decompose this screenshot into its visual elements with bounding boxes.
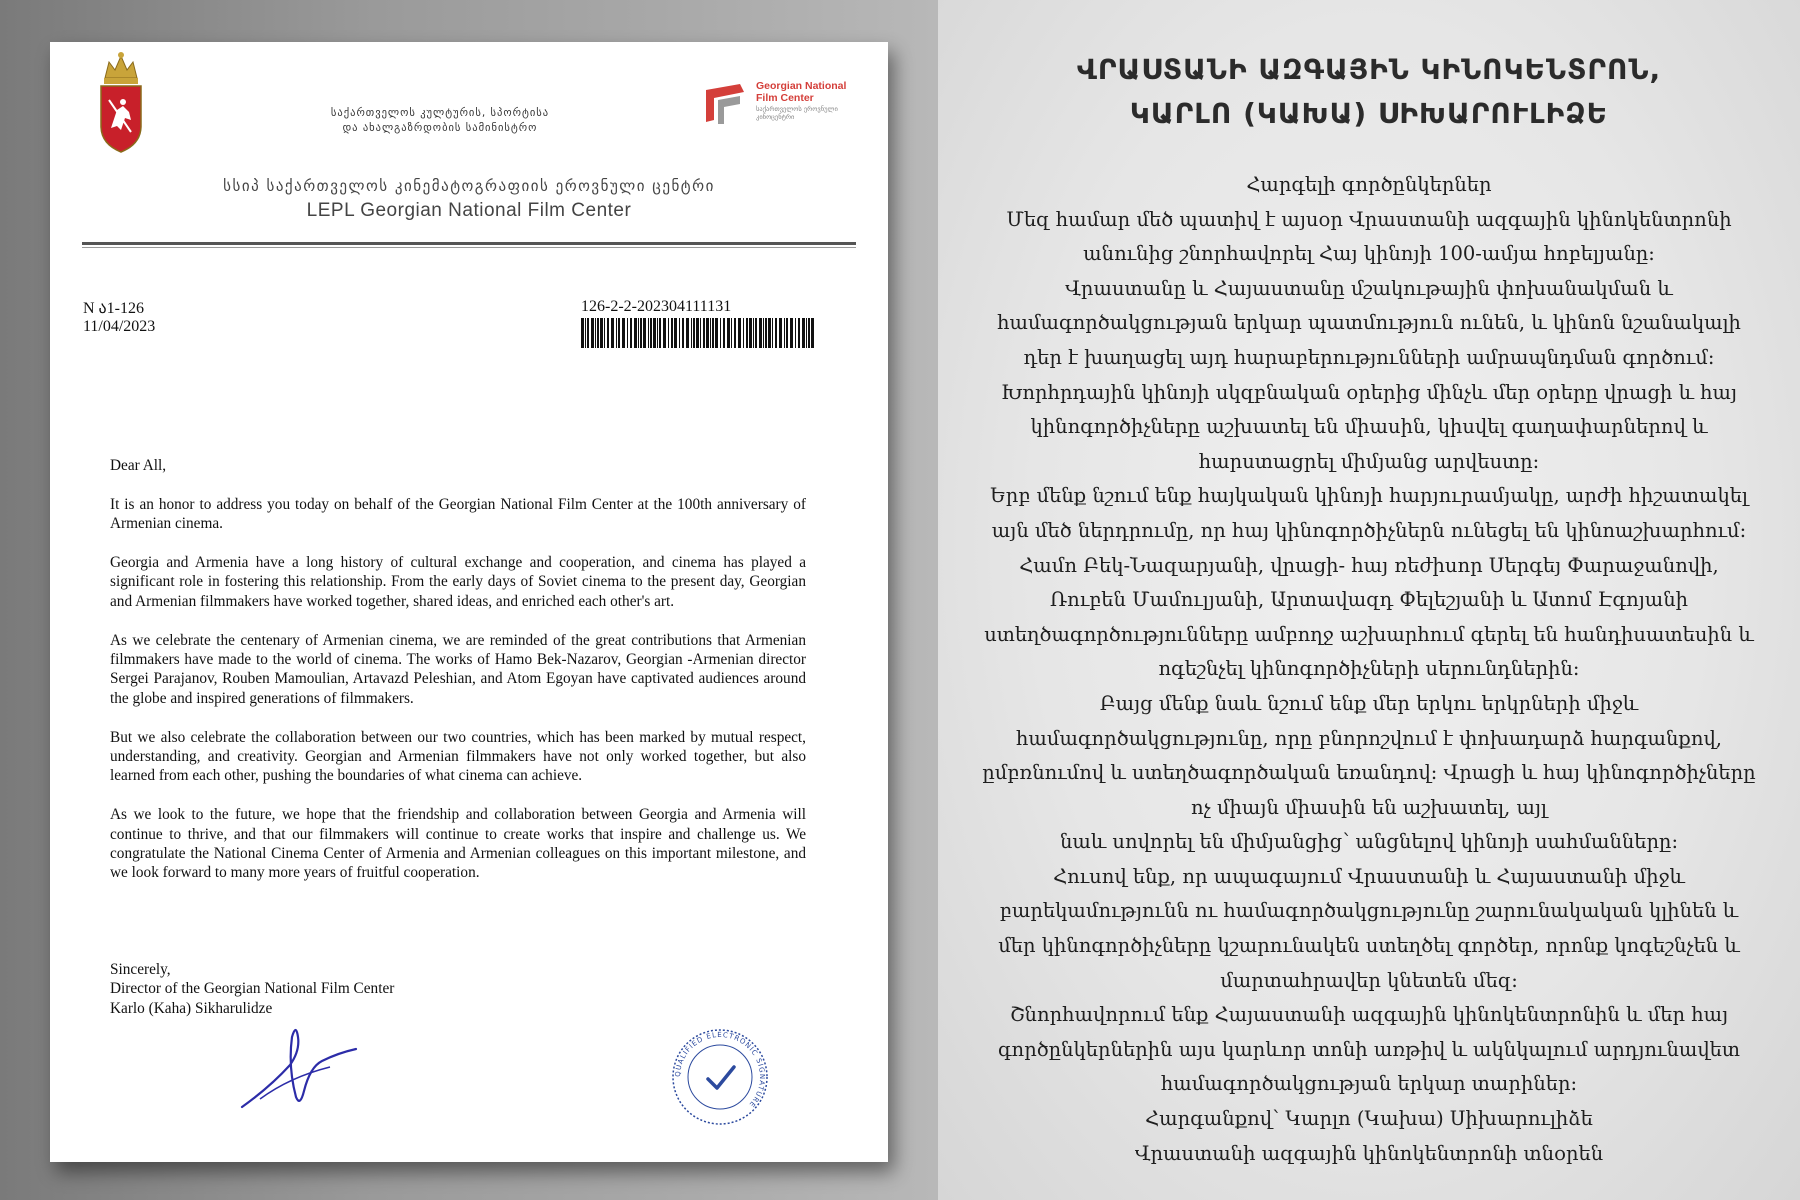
barcode-bar	[798, 318, 800, 348]
barcode-bar	[604, 318, 605, 348]
armenian-text-line: Վրաստանը և Հայաստանը մշակութային փոխանակման և	[1065, 276, 1673, 300]
barcode-bar	[679, 318, 680, 348]
barcode-bar	[691, 318, 692, 348]
barcode-bar	[686, 318, 689, 348]
armenian-text-line: կինոգործիչները աշխատել են միասին, կիսվել գաղափարներով և	[1030, 415, 1708, 439]
ministry-name	[300, 106, 580, 136]
armenian-text-line: Հարգանքով՝ Կարլո (Կախա) Սիխարուլիձե	[1145, 1107, 1593, 1131]
barcode-bar	[648, 318, 649, 348]
signer-name: Karlo (Kaha) Sikharulidze	[110, 999, 273, 1017]
barcode-bar	[715, 318, 718, 348]
armenian-text-line: այն մեծ ներդրումը, որ հայ կինոգործիչներն ունեցել են կինոաշխարհում:	[991, 518, 1747, 542]
armenian-text-line: նաև սովորել են միմյանցից՝ անցնելով կինոյի սահմանները:	[1059, 830, 1679, 854]
barcode-bar	[763, 318, 764, 348]
armenian-text-line: բարեկամությունն ու համագործակցությունը շարունակական կլինեն և	[999, 899, 1739, 923]
barcode-bar	[706, 318, 709, 348]
barcode-bar	[653, 318, 656, 348]
barcode-bar	[622, 318, 625, 348]
closing-block	[110, 960, 610, 1018]
barcode-bar	[808, 318, 810, 348]
barcode-bar	[734, 318, 736, 348]
header-divider	[82, 242, 856, 245]
barcode-bar	[723, 318, 725, 348]
paragraph: As we look to the future, we hope that the friendship and collaboration between Georgia and Armenia will continue to thrive, and that our filmmakers will continue to create works that inspire and challenge us. We congratulate the National Cinema Center of Armenia and Armenian colleagues on this important milestone, and we look forward to many more years of fruitful cooperation.	[110, 806, 806, 882]
armenian-text-line: Մեզ համար մեծ պատիվ է այսօր Վրաստանի ազգային կինոկենտրոնի	[1006, 207, 1732, 231]
official-letter	[50, 42, 888, 1162]
armenian-text-line: անունից շնորհավորել Հայ կինոյի 100-ամյա հոբելյանը:	[1083, 242, 1655, 266]
barcode-bar	[806, 318, 807, 348]
document-code: 126-2-2-202304111131	[581, 298, 732, 315]
barcode-bar	[790, 318, 793, 348]
barcode-bar	[634, 318, 637, 348]
salutation: Dear All,	[110, 457, 167, 474]
signer-title: Director of the Georgian National Film Center	[110, 980, 395, 998]
barcode-bar	[738, 318, 741, 348]
barcode-bar	[727, 318, 730, 348]
barcode-bar	[663, 318, 666, 348]
armenian-text-line: Վրաստանի ազգային կինոկենտրոնի տնօրեն	[1134, 1141, 1604, 1165]
barcode-bar	[616, 318, 617, 348]
armenian-text-line: ստեղծագործությունները ամբողջ աշխարհում գերել են հանդիսատեսին և	[984, 622, 1754, 646]
armenian-title	[938, 48, 1800, 136]
barcode-bar	[743, 318, 744, 348]
barcode-bar	[611, 318, 614, 348]
paragraph: But we also celebrate the collaboration between our two countries, which has been marked by mutual respect, understanding, and creativity. Georgian and Armenian filmmakers have not only worked together, but also learned from each other, pushing the boundaries of what cinema can achieve.	[110, 728, 806, 785]
logo-sub-line-2: კინოცენტრი	[756, 113, 795, 121]
armenian-text-line: Բայց մենք նաև նշում ենք մեր երկու երկրների միջև	[1099, 691, 1639, 715]
barcode-bar	[755, 318, 757, 348]
barcode-bar	[765, 318, 767, 348]
logo-name-line-1: Georgian National	[756, 80, 847, 92]
logo-sub-line-1: საქართველოს ეროვნული	[756, 105, 838, 113]
barcode-bar	[693, 318, 695, 348]
armenian-text-line: Համո Բեկ-Նազարյանի, վրացի- հայ ռեժիսոր Սերգեյ Փարաջանովի,	[1019, 553, 1719, 577]
film-center-logo-icon	[700, 80, 750, 130]
barcode-bar	[650, 318, 652, 348]
barcode-bar	[786, 318, 788, 348]
barcode-bar	[638, 318, 639, 348]
barcode-bar	[731, 318, 732, 348]
barcode-bar	[753, 318, 754, 348]
barcode-bar	[775, 318, 777, 348]
armenian-text	[938, 168, 1800, 1171]
armenian-text-line: Խորհրդային կինոյի սկզբնական օրերից մինչև մեր օրերը վրացի և հայ	[1000, 380, 1738, 404]
barcode-bar	[597, 318, 599, 348]
barcode-bar	[749, 318, 752, 348]
armenian-text-line: ոգեշնչել կինոգործիչների սերունդներին:	[1158, 657, 1580, 681]
armenian-text-line: ըմբռնումով և ստեղծագործական եռանդով: Վրացի և հայ կինոգործիչները	[982, 761, 1756, 785]
barcode-bar	[671, 318, 673, 348]
barcode-bar	[630, 318, 632, 348]
barcode-bar	[659, 318, 661, 348]
heading-english: LEPL Georgian National Film Center	[306, 200, 632, 221]
barcode-bar	[712, 318, 714, 348]
barcode-bar	[746, 318, 748, 348]
barcode-bar	[643, 318, 646, 348]
barcode-bar	[627, 318, 628, 348]
paragraph: As we celebrate the centenary of Armenian cinema, we are reminded of the great contributions that Armenian filmmakers have made to the world of cinema. The works of Hamo Bek-Nazarov, Georgian -Armenian director Sergei Parajanov, Rouben Mamoulian, Artavazd Peleshian, and Atom Egoyan have captivated audiences around the globe and inspired generations of filmmakers.	[110, 631, 806, 707]
barcode-bar	[700, 318, 701, 348]
armenian-title-line-2: ԿԱՐԼՈ (ԿԱԽԱ) ՍԻԽԱՐՈՒԼԻՁԵ	[1129, 97, 1609, 130]
barcode-bar	[657, 318, 658, 348]
ministry-line-2: და ახალგაზრდობის სამინისტრო	[342, 122, 538, 134]
barcode-bar	[668, 318, 669, 348]
paragraph: It is an honor to address you today on behalf of the Georgian National Film Center at the 100th anniversary of Armenian cinema.	[110, 495, 806, 533]
logo-name-line-2: Film Center	[756, 92, 814, 104]
film-center-logo-subtitle	[756, 105, 856, 121]
barcode-bar	[618, 318, 620, 348]
barcode-bar	[585, 318, 586, 348]
barcode	[581, 318, 815, 348]
armenian-text-line: համագործակցությունը, որը բնորոշվում է փոխադարձ հարգանքով,	[1016, 726, 1722, 750]
barcode-bar	[591, 318, 594, 348]
armenian-text-line: ոչ միայն միասին են աշխատել, այլ	[1191, 795, 1547, 819]
coat-of-arms-icon	[95, 48, 147, 158]
armenian-text-line: մեր կինոգործիչները կշարունակեն ստեղծել գործեր, որոնք կոգեշնչեն և	[998, 934, 1740, 958]
handwritten-signature	[230, 1007, 360, 1122]
barcode-bar	[587, 318, 589, 348]
barcode-bar	[779, 318, 782, 348]
armenian-text-line: համագործակցության երկար պատմություն ունեն, և կինոն նշանակալի	[997, 311, 1741, 335]
armenian-text-line: գործընկերներին այս կարևոր տոնի առթիվ և ակնկալում արդյունավետ	[997, 1037, 1740, 1061]
barcode-bar	[703, 318, 705, 348]
barcode-bar	[811, 318, 814, 348]
barcode-bar	[607, 318, 609, 348]
header-divider-thin	[82, 247, 856, 248]
electronic-signature-stamp-icon	[670, 1027, 770, 1127]
armenian-text-line: Ռուբեն Մամուլյանի, Արտավազդ Փելեշյանի և Ատոմ Էգոյանի	[1049, 588, 1689, 612]
paragraph: Georgia and Armenia have a long history of cultural exchange and cooperation, and cinema has played a significant role in fostering this relationship. From the early days of Soviet cinema to the present day, Georgian and Armenian filmmakers have worked together, shared ideas, and enriched each other's art.	[110, 554, 806, 610]
document-number: N ა1-126	[83, 300, 145, 317]
armenian-text-line: Հուսով ենք, որ ապագայում Վրաստանի և Հայաստանի միջև	[1053, 864, 1685, 888]
barcode-bar	[640, 318, 642, 348]
barcode-bar	[768, 318, 771, 348]
barcode-bar	[595, 318, 596, 348]
armenian-text-line: մարտահրավեր կնետեն մեզ:	[1220, 968, 1518, 992]
barcode-bar	[784, 318, 785, 348]
armenian-text-line: համագործակցության երկար տարիներ:	[1160, 1072, 1578, 1096]
barcode-bar	[600, 318, 603, 348]
armenian-text-line: հարստացրել միմյանց արվեստը:	[1198, 449, 1540, 473]
barcode-bar	[802, 318, 805, 348]
barcode-bar	[710, 318, 711, 348]
document-date: 11/04/2023	[83, 318, 156, 335]
film-center-logo-name	[756, 80, 856, 104]
armenian-text-line: Հարգելի գործընկերներ	[1246, 173, 1492, 196]
barcode-bar	[759, 318, 762, 348]
barcode-bar	[581, 318, 584, 348]
armenian-text-line: Շնորհավորում ենք Հայաստանի ազգային կինոկենտրոնին և մեր հայ	[1009, 1003, 1729, 1027]
barcode-bar	[682, 318, 684, 348]
closing: Sincerely,	[110, 961, 171, 978]
armenian-text-line: դեր է խաղացել այդ հարաբերությունների ամրապնդման գործում:	[1023, 345, 1715, 369]
heading-georgian: სსიპ საქართველოს კინემატოგრაფიის ეროვნული ცენტრი	[223, 177, 715, 195]
barcode-bar	[674, 318, 677, 348]
armenian-translation-panel	[938, 0, 1800, 1200]
barcode-bar	[795, 318, 796, 348]
barcode-bar	[696, 318, 699, 348]
armenian-title-line-1: ՎՐԱՍՏԱՆԻ ԱԶԳԱՅԻՆ ԿԻՆՈԿԵՆՏՐՈՆ,	[1076, 53, 1662, 86]
stamp-text: QUALIFIED ELECTRONIC SIGNATURE	[673, 1030, 767, 1110]
letter-body	[110, 456, 806, 902]
ministry-line-1: საქართველოს კულტურის, სპორტისა	[330, 107, 550, 119]
barcode-bar	[772, 318, 773, 348]
barcode-bar	[720, 318, 721, 348]
armenian-text-line: Երբ մենք նշում ենք հայկական կինոյի հարյուրամյակը, արժի հիշատակել	[990, 484, 1748, 508]
